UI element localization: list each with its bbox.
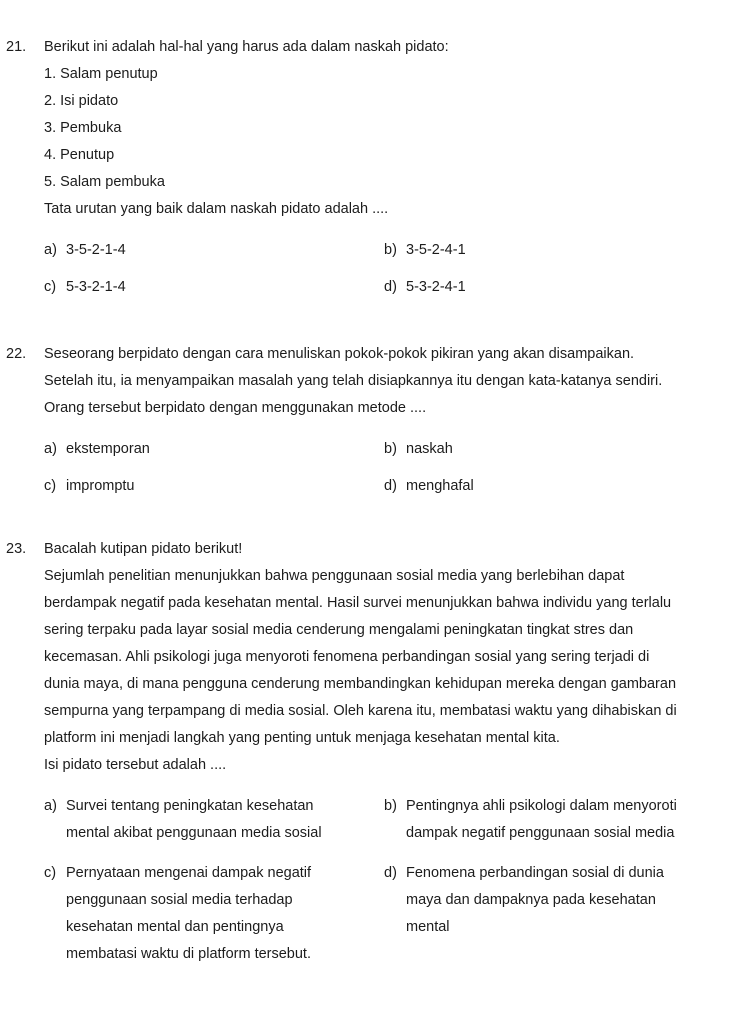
option-label: d) bbox=[384, 478, 397, 494]
option-text: 5-3-2-4-1 bbox=[406, 279, 466, 295]
list-item: 1. Salam penutup bbox=[44, 66, 158, 82]
option-line: Fenomena perbandingan sosial di dunia bbox=[406, 865, 664, 881]
option-text: naskah bbox=[406, 441, 453, 457]
list-item: 5. Salam pembuka bbox=[44, 174, 165, 190]
passage-line: kecemasan. Ahli psikologi juga menyoroti fenomena perbandingan sosial yang sering terjadi di bbox=[44, 649, 650, 665]
passage-line: sempurna yang terpampang di media sosial. Oleh karena itu, membatasi waktu yang dihabiskan di bbox=[44, 703, 677, 719]
question-number: 23. bbox=[6, 541, 27, 557]
option-label: c) bbox=[44, 865, 57, 881]
question-line: Orang tersebut berpidato dengan menggunakan metode .... bbox=[44, 400, 427, 416]
option-text bbox=[66, 793, 322, 847]
list-item: 4. Penutup bbox=[44, 147, 115, 163]
question-body bbox=[44, 536, 721, 973]
option-label: a) bbox=[44, 242, 57, 258]
passage-line: sering terpaku pada layar sosial media cenderung mengalami peningkatan tingkat stres dan bbox=[44, 622, 634, 638]
question-number: 21. bbox=[6, 39, 27, 55]
option-text: ekstemporan bbox=[66, 441, 150, 457]
option-label: a) bbox=[44, 441, 57, 457]
passage-line: platform ini menjadi langkah yang penting untuk menjaga kesehatan mental kita. bbox=[44, 730, 560, 746]
option-line: penggunaan sosial media terhadap bbox=[66, 892, 293, 908]
option-label: d) bbox=[384, 279, 397, 295]
option-text: menghafal bbox=[406, 478, 474, 494]
option-line: maya dan dampaknya pada kesehatan bbox=[406, 892, 656, 908]
question-body bbox=[44, 34, 721, 317]
option-label: b) bbox=[384, 441, 397, 457]
option-text bbox=[406, 793, 677, 847]
answer-options bbox=[44, 436, 721, 516]
option-line: mental bbox=[406, 919, 450, 935]
option-label: a) bbox=[44, 798, 57, 814]
passage-line: berdampak negatif pada kesehatan mental. Hasil survei menunjukkan bahwa individu yang terlalu bbox=[44, 595, 672, 611]
option-line: membatasi waktu di platform tersebut. bbox=[66, 946, 311, 962]
question-prompt: Tata urutan yang baik dalam naskah pidato adalah .... bbox=[44, 201, 389, 217]
option-text: 3-5-2-1-4 bbox=[66, 242, 126, 258]
answer-options bbox=[44, 237, 721, 317]
option-line: kesehatan mental dan pentingnya bbox=[66, 919, 284, 935]
option-text: 3-5-2-4-1 bbox=[406, 242, 466, 258]
option-text bbox=[406, 860, 664, 941]
option-text: impromptu bbox=[66, 478, 135, 494]
option-text: 5-3-2-1-4 bbox=[66, 279, 126, 295]
question-prompt: Isi pidato tersebut adalah .... bbox=[44, 757, 227, 773]
list-item: 2. Isi pidato bbox=[44, 93, 119, 109]
answer-options bbox=[44, 793, 721, 973]
passage-line: dunia maya, di mana pengguna cenderung membandingkan kehidupan mereka dengan gambaran bbox=[44, 676, 677, 692]
option-text bbox=[66, 860, 311, 968]
question-stem: Berikut ini adalah hal-hal yang harus ada dalam naskah pidato: bbox=[44, 39, 449, 55]
option-label: d) bbox=[384, 865, 397, 881]
option-line: Pernyataan mengenai dampak negatif bbox=[66, 865, 312, 881]
option-line: mental akibat penggunaan media sosial bbox=[66, 825, 322, 841]
question-line: Setelah itu, ia menyampaikan masalah yang telah disiapkannya itu dengan kata-katanya sendiri. bbox=[44, 373, 663, 389]
option-line: Pentingnya ahli psikologi dalam menyoroti bbox=[406, 798, 677, 814]
passage-line: Sejumlah penelitian menunjukkan bahwa penggunaan sosial media yang berlebihan dapat bbox=[44, 568, 625, 584]
question-intro: Bacalah kutipan pidato berikut! bbox=[44, 541, 243, 557]
option-label: c) bbox=[44, 478, 57, 494]
option-label: c) bbox=[44, 279, 57, 295]
option-label: b) bbox=[384, 242, 397, 258]
question-number: 22. bbox=[6, 346, 27, 362]
question-body bbox=[44, 341, 721, 516]
list-item: 3. Pembuka bbox=[44, 120, 122, 136]
option-line: dampak negatif penggunaan sosial media bbox=[406, 825, 675, 841]
option-line: Survei tentang peningkatan kesehatan bbox=[66, 798, 314, 814]
question-line: Seseorang berpidato dengan cara menuliskan pokok-pokok pikiran yang akan disampaikan. bbox=[44, 346, 635, 362]
option-label: b) bbox=[384, 798, 397, 814]
